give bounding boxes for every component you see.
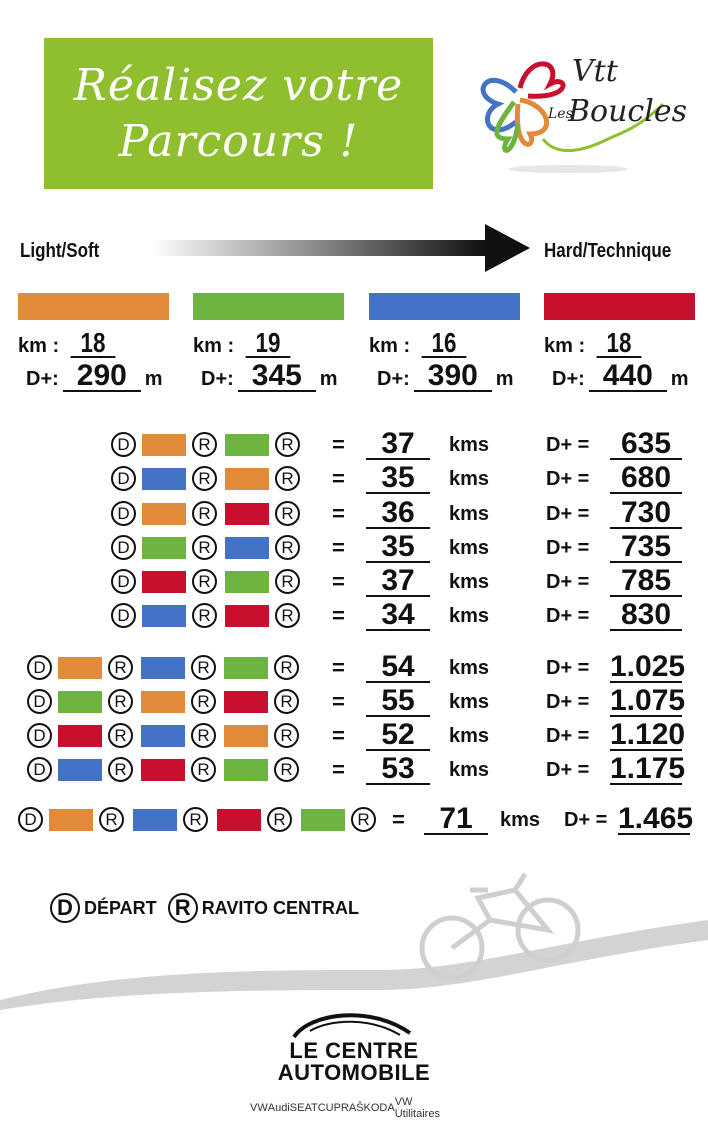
scale-hard-label: Hard/Technique xyxy=(544,240,672,262)
kms-unit: kms xyxy=(449,468,490,490)
loop-dplus-line xyxy=(552,359,689,392)
dealer-name-line-1: LE CENTRE xyxy=(289,1038,419,1063)
loop-km-line xyxy=(369,327,472,358)
equals-sign: = xyxy=(332,603,345,628)
loop-swatch-blue xyxy=(141,657,185,679)
kms-unit: kms xyxy=(500,809,541,831)
combo-row xyxy=(0,427,700,460)
depart-icon: D xyxy=(111,603,136,628)
combo-row xyxy=(0,718,700,751)
loop-km-line xyxy=(544,327,647,358)
combo-row xyxy=(0,752,700,785)
loop-swatch-red xyxy=(58,725,102,747)
loop-dplus-label: D+: xyxy=(552,368,585,390)
dplus-label: D+ = xyxy=(546,605,590,627)
loop-swatch-blue xyxy=(225,537,269,559)
combo-km-value: 36 xyxy=(366,499,430,529)
combo-dplus-value: 635 xyxy=(610,430,682,460)
equals-sign: = xyxy=(332,723,345,748)
loop-swatch-orange xyxy=(225,468,269,490)
dplus-label: D+ = xyxy=(546,759,590,781)
seat-brand-icon: SEAT xyxy=(289,1102,318,1114)
equals-sign: = xyxy=(332,757,345,782)
combo-row xyxy=(0,496,700,529)
loop-swatch-blue xyxy=(133,809,177,831)
loop-km-line xyxy=(193,327,296,358)
equals-sign: = xyxy=(332,535,345,560)
loop-km-value: 19 xyxy=(246,330,291,358)
dplus-label: D+ = xyxy=(564,809,608,831)
loop-dplus-value: 345 xyxy=(238,362,316,392)
ravito-icon: R xyxy=(275,466,300,491)
combo-km-value: 37 xyxy=(366,567,430,597)
combo-km-value: 35 xyxy=(366,464,430,494)
loop-color-bar-green xyxy=(193,293,344,320)
audi-brand-icon: Audi xyxy=(267,1102,290,1114)
kms-unit: kms xyxy=(449,605,490,627)
combo-row xyxy=(0,650,700,683)
loop-swatch-red xyxy=(225,605,269,627)
dplus-label: D+ = xyxy=(546,725,590,747)
ravito-icon: R xyxy=(192,501,217,526)
combo-dplus-value: 735 xyxy=(610,533,682,563)
ravito-icon: R xyxy=(275,569,300,594)
loop-dplus-line xyxy=(377,359,514,392)
combo-km-value: 34 xyxy=(366,601,430,631)
kms-unit: kms xyxy=(449,537,490,559)
combo-dplus-value: 785 xyxy=(610,567,682,597)
combo-dplus-value: 1.175 xyxy=(610,752,686,785)
loop-dplus-unit: m xyxy=(144,368,163,390)
vw-brand-icon: VW xyxy=(250,1102,268,1114)
loop-color-bar-blue xyxy=(369,293,520,320)
kms-unit: kms xyxy=(449,571,490,593)
title-line-2: Parcours ! xyxy=(118,115,359,167)
loop-swatch-red xyxy=(141,759,185,781)
depart-icon: D xyxy=(27,723,52,748)
legend-ravito-label: RAVITO CENTRAL xyxy=(201,897,360,918)
loop-swatch-green xyxy=(301,809,345,831)
kms-unit: kms xyxy=(449,503,490,525)
combo-dplus-value: 1.120 xyxy=(610,718,686,751)
loop-swatch-red xyxy=(225,503,269,525)
kms-unit: kms xyxy=(449,691,490,713)
dplus-label: D+ = xyxy=(546,657,590,679)
ravito-icon: R xyxy=(108,689,133,714)
logo-vtt-text: Vtt xyxy=(572,54,618,89)
loop-km-label: km : xyxy=(193,335,235,357)
depart-icon: D xyxy=(27,689,52,714)
ravito-icon: R xyxy=(267,807,292,832)
loop-km-value: 18 xyxy=(597,330,642,358)
loop-swatch-green xyxy=(225,571,269,593)
ravito-icon: R xyxy=(274,655,299,680)
title-banner xyxy=(44,38,433,189)
loop-swatch-orange xyxy=(142,503,186,525)
loop-dplus-line xyxy=(26,359,163,392)
combo-km-value: 55 xyxy=(366,687,430,717)
loop-dplus-value: 290 xyxy=(63,362,141,392)
kms-unit: kms xyxy=(449,657,490,679)
loop-km-value: 18 xyxy=(71,330,116,358)
logo-boucles-text: Boucles xyxy=(568,94,687,129)
ravito-icon: R xyxy=(192,569,217,594)
loop-swatch-green xyxy=(224,759,268,781)
equals-sign: = xyxy=(332,569,345,594)
brand-logos xyxy=(250,1096,460,1120)
ravito-icon: R xyxy=(108,723,133,748)
loop-swatch-blue xyxy=(58,759,102,781)
loop-swatch-green xyxy=(224,657,268,679)
legend-depart-label: DÉPART xyxy=(84,897,157,918)
loop-swatch-red xyxy=(142,571,186,593)
combo-row xyxy=(0,684,700,717)
ravito-icon: R xyxy=(274,757,299,782)
loop-dplus-line xyxy=(201,359,338,392)
equals-sign: = xyxy=(332,501,345,526)
loop-swatch-green xyxy=(225,434,269,456)
combo-dplus-value: 730 xyxy=(610,499,682,529)
combo-row xyxy=(0,802,700,835)
ravito-icon: R xyxy=(275,432,300,457)
combo-dplus-value: 680 xyxy=(610,464,682,494)
combo-dplus-value: 1.025 xyxy=(610,650,686,683)
ravito-icon: R xyxy=(108,757,133,782)
depart-icon: D xyxy=(111,569,136,594)
loop-swatch-green xyxy=(142,537,186,559)
ravito-icon: R xyxy=(274,689,299,714)
depart-icon: D xyxy=(27,757,52,782)
combo-row xyxy=(0,564,700,597)
ravito-icon: R xyxy=(168,893,198,923)
ravito-icon: R xyxy=(275,603,300,628)
depart-icon: D xyxy=(111,501,136,526)
dplus-label: D+ = xyxy=(546,434,590,456)
equals-sign: = xyxy=(392,807,405,832)
scale-light-label: Light/Soft xyxy=(20,240,100,262)
depart-icon: D xyxy=(111,466,136,491)
loop-dplus-label: D+: xyxy=(201,368,234,390)
combo-km-value: 53 xyxy=(366,755,430,785)
ravito-icon: R xyxy=(192,535,217,560)
combo-row xyxy=(0,530,700,563)
loop-km-label: km : xyxy=(544,335,586,357)
combo-row xyxy=(0,461,700,494)
loop-km-value: 16 xyxy=(422,330,467,358)
ravito-icon: R xyxy=(192,466,217,491)
loop-swatch-orange xyxy=(141,691,185,713)
combo-dplus-value: 830 xyxy=(610,601,682,631)
dplus-label: D+ = xyxy=(546,468,590,490)
ravito-icon: R xyxy=(275,501,300,526)
loop-swatch-blue xyxy=(142,468,186,490)
loop-dplus-label: D+: xyxy=(377,368,410,390)
loop-swatch-blue xyxy=(141,725,185,747)
combo-km-value: 35 xyxy=(366,533,430,563)
loop-swatch-orange xyxy=(58,657,102,679)
loop-swatch-blue xyxy=(142,605,186,627)
bike-hill-illustration xyxy=(0,860,708,1010)
title-line-1: Réalisez votre xyxy=(73,59,404,111)
depart-icon: D xyxy=(111,432,136,457)
dplus-label: D+ = xyxy=(546,691,590,713)
dplus-label: D+ = xyxy=(546,571,590,593)
combo-row xyxy=(0,598,700,631)
combo-km-value: 37 xyxy=(366,430,430,460)
loop-swatch-red xyxy=(217,809,261,831)
loop-swatch-orange xyxy=(49,809,93,831)
combo-km-value: 54 xyxy=(366,653,430,683)
ravito-icon: R xyxy=(192,603,217,628)
cupra-brand-icon: CUPRA xyxy=(317,1102,357,1114)
loop-dplus-unit: m xyxy=(670,368,689,390)
equals-sign: = xyxy=(332,655,345,680)
combo-dplus-value: 1.075 xyxy=(610,684,686,717)
depart-icon: D xyxy=(27,655,52,680)
combo-dplus-value: 1.465 xyxy=(618,802,694,835)
dplus-label: D+ = xyxy=(546,537,590,559)
vtt-les-boucles-logo xyxy=(468,44,687,174)
dplus-label: D+ = xyxy=(546,503,590,525)
kms-unit: kms xyxy=(449,725,490,747)
ravito-icon: R xyxy=(191,655,216,680)
car-logo-icon xyxy=(290,1005,418,1041)
equals-sign: = xyxy=(332,432,345,457)
dealer-name-line-2: AUTOMOBILE xyxy=(277,1060,431,1085)
kms-unit: kms xyxy=(449,759,490,781)
logo-les-text: Les xyxy=(548,106,573,122)
ravito-icon: R xyxy=(351,807,376,832)
ravito-icon: R xyxy=(275,535,300,560)
combo-km-value: 52 xyxy=(366,721,430,751)
loop-color-bar-orange xyxy=(18,293,169,320)
ravito-icon: R xyxy=(274,723,299,748)
ravito-icon: R xyxy=(192,432,217,457)
loop-dplus-value: 440 xyxy=(589,362,667,392)
equals-sign: = xyxy=(332,689,345,714)
depart-icon: D xyxy=(50,893,80,923)
ravito-icon: R xyxy=(191,757,216,782)
skoda-brand-icon: ŠKODA xyxy=(356,1102,395,1114)
loop-swatch-orange xyxy=(142,434,186,456)
ravito-icon: R xyxy=(108,655,133,680)
vw-utility-brand-icon: VW Utilitaires xyxy=(394,1096,440,1120)
dealer-name xyxy=(0,1040,708,1084)
loop-dplus-unit: m xyxy=(495,368,514,390)
loop-km-label: km : xyxy=(18,335,60,357)
loop-color-bar-red xyxy=(544,293,695,320)
depart-icon: D xyxy=(111,535,136,560)
loop-swatch-green xyxy=(58,691,102,713)
ravito-icon: R xyxy=(191,723,216,748)
equals-sign: = xyxy=(332,466,345,491)
ravito-icon: R xyxy=(183,807,208,832)
loop-swatch-red xyxy=(224,691,268,713)
loop-dplus-label: D+: xyxy=(26,368,59,390)
loop-km-label: km : xyxy=(369,335,411,357)
difficulty-arrow-icon xyxy=(150,224,530,272)
loop-dplus-value: 390 xyxy=(414,362,492,392)
loop-dplus-unit: m xyxy=(319,368,338,390)
ravito-icon: R xyxy=(99,807,124,832)
depart-icon: D xyxy=(18,807,43,832)
kms-unit: kms xyxy=(449,434,490,456)
ravito-icon: R xyxy=(191,689,216,714)
combo-km-value: 71 xyxy=(424,805,488,835)
loop-swatch-orange xyxy=(224,725,268,747)
loop-km-line xyxy=(18,327,121,358)
